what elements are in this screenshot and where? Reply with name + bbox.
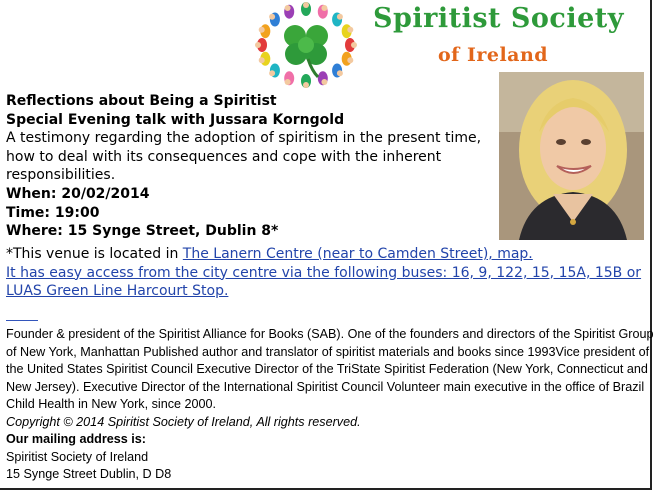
speaker-photo — [499, 72, 644, 240]
address-line-2: 15 Synge Street Dublin, D D8 — [6, 467, 172, 481]
event-details — [6, 92, 494, 241]
event-description: A testimony regarding the adoption of spiritism in the present time, how to deal with its consequences and cope with the inherent responsibilities. — [6, 130, 482, 184]
event-time: Time: 19:00 — [6, 204, 100, 221]
speaker-bio-section — [6, 326, 654, 484]
event-date: When: 20/02/2014 — [6, 185, 150, 202]
venue-line — [6, 245, 646, 264]
address-line-1: Spiritist Society of Ireland — [6, 449, 149, 464]
event-location: Where: 15 Synge Street, Dublin 8* — [6, 223, 279, 240]
event-subtitle: Special Evening talk with Jussara Korngold — [6, 111, 345, 128]
shamrock-logo-icon — [252, 2, 360, 88]
copyright-text: Copyright © 2014 Spiritist Society of Ireland, All rights reserved. — [6, 414, 361, 429]
mailing-heading: Our mailing address is: — [6, 432, 146, 446]
speaker-bio: Founder & president of the Spiritist Alliance for Books (SAB). One of the founders and directors of the Spiritist Group of New York, Manhattan Published author and translator of spiritist materials and books since 1993Vice president of the United States Spiritist Council Executive Director of the TriState Spiritist Federation (New York, Connecticut and New Jersey). Executive Director of the International Spiritist Council Volunteer main executive in the office of Brazil Child Health in New York, since 2000. — [6, 327, 654, 411]
org-name-line1: Spiritist Society — [373, 3, 624, 34]
venue-info — [6, 245, 646, 301]
bus-info-link[interactable]: It has easy access from the city centre via the following buses: 16, 9, 122, 15, 15A, 15B or LUAS Green Line Harcourt Stop. — [6, 264, 642, 300]
org-name-line2: of Ireland — [438, 44, 549, 66]
separator-line — [6, 320, 38, 321]
event-title: Reflections about Being a Spiritist — [6, 93, 277, 109]
venue-prefix: *This venue is located in — [6, 246, 183, 262]
venue-map-link[interactable]: The Lanern Centre (near to Camden Street), map. — [182, 246, 533, 262]
